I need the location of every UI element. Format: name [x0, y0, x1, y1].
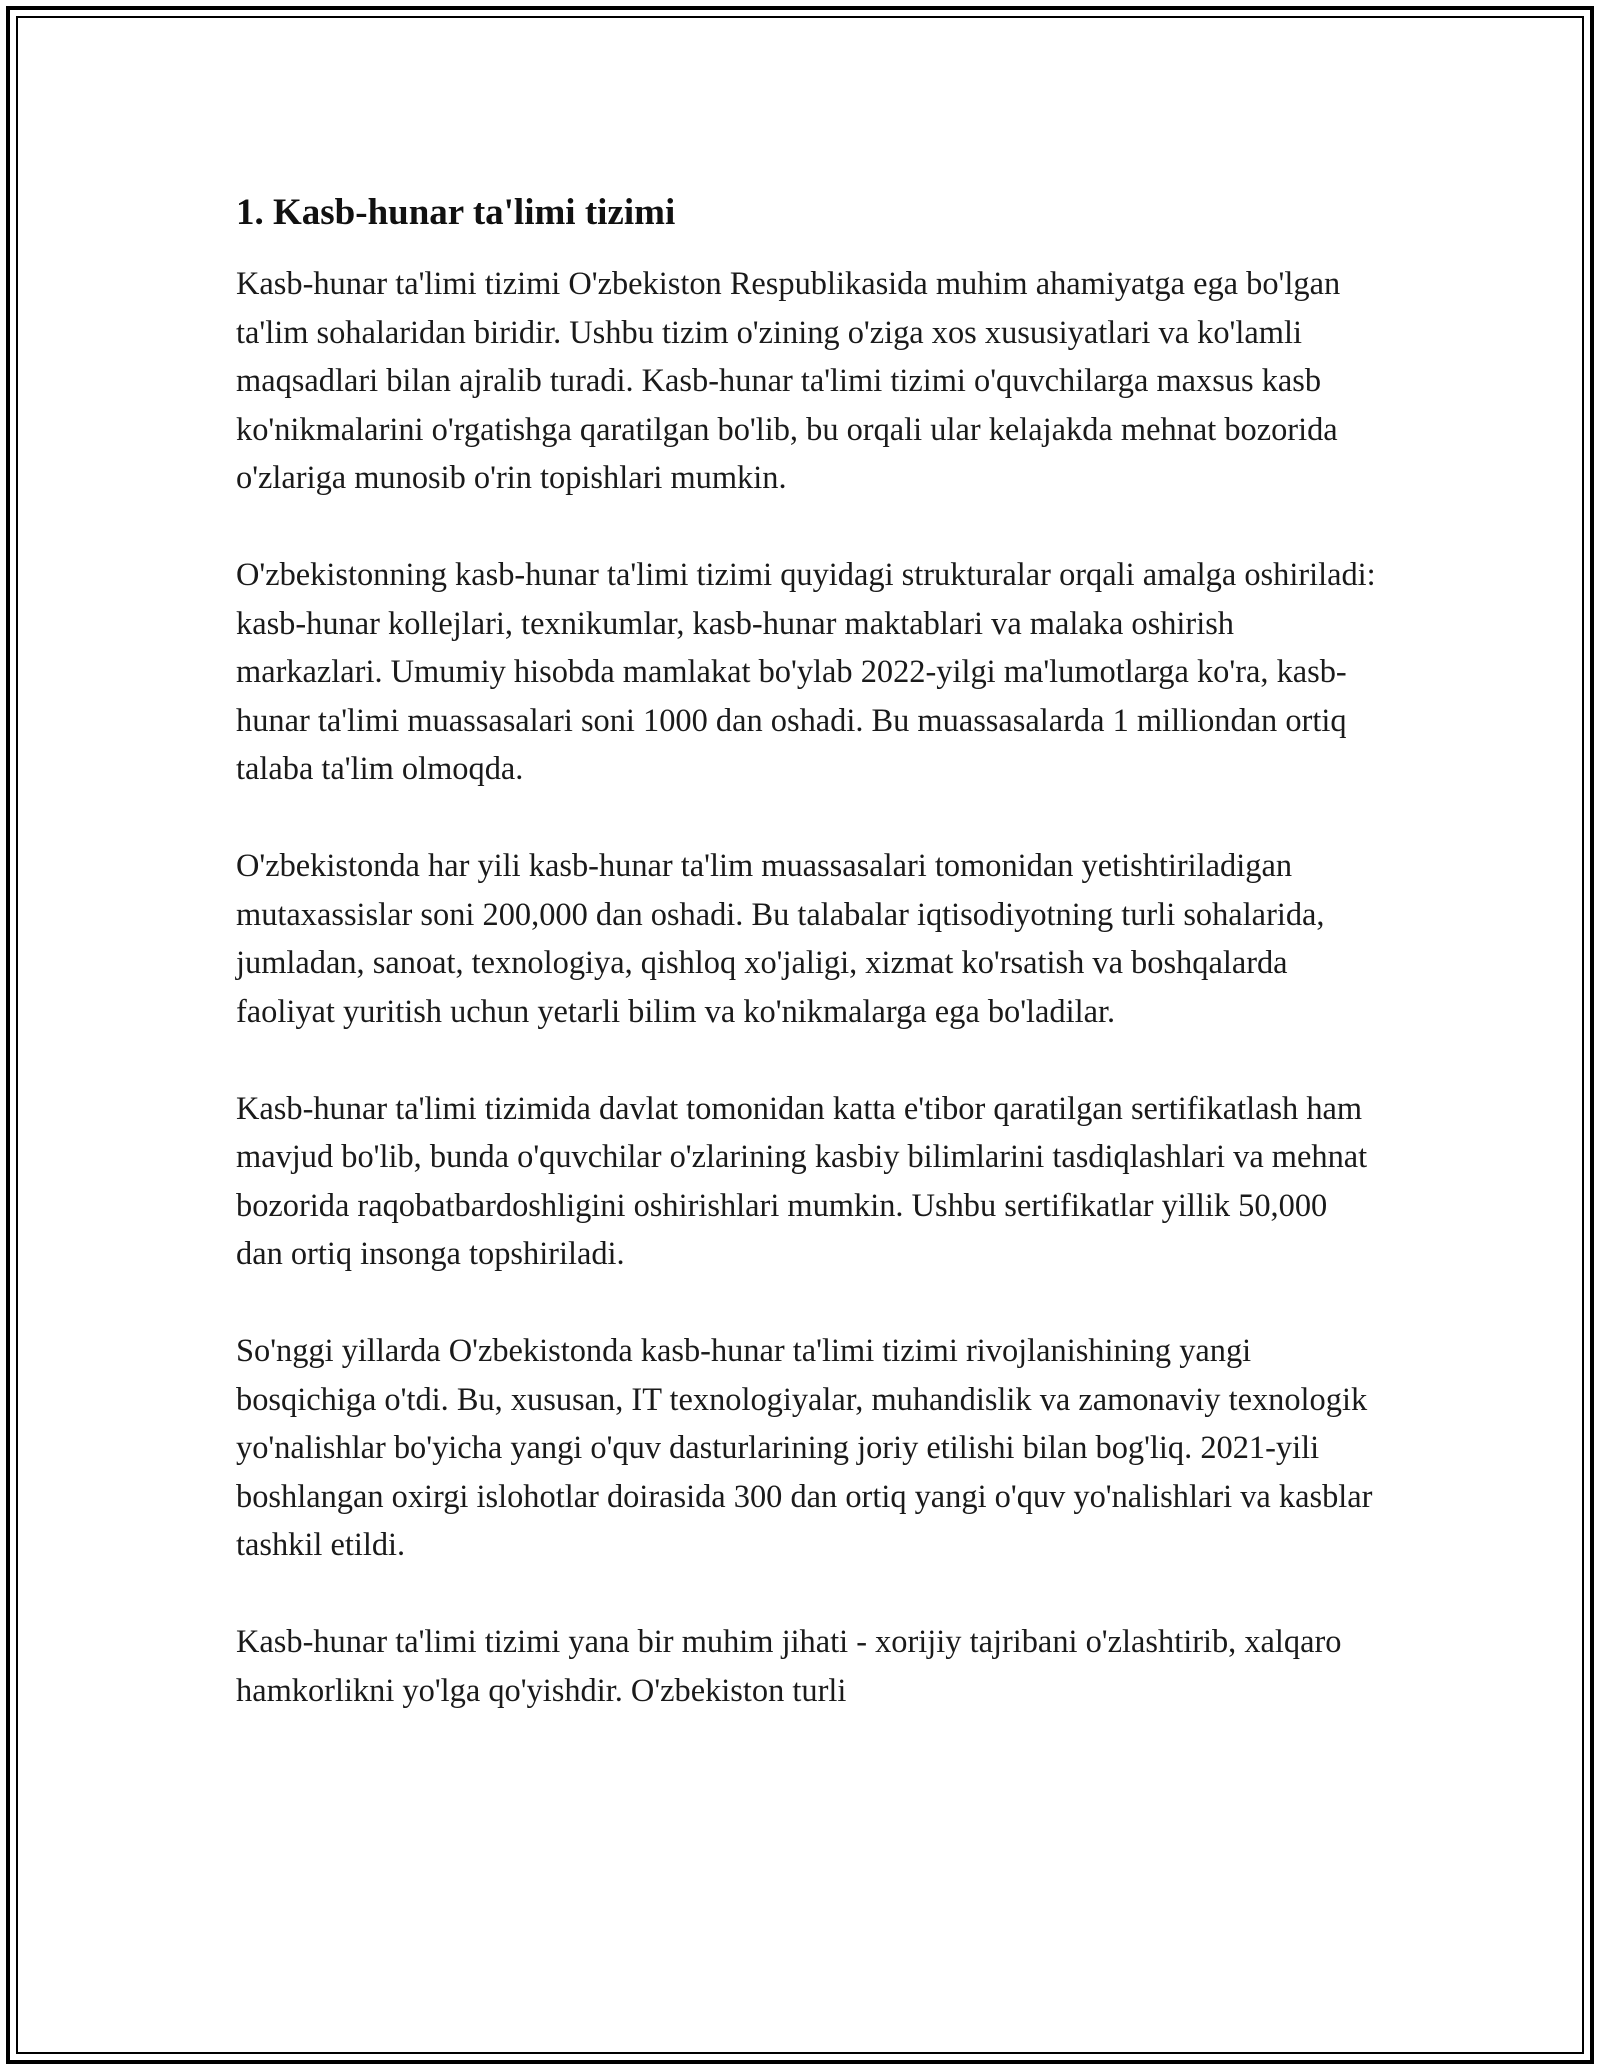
paragraph-5: So'nggi yillarda O'zbekistonda kasb-hunar ta'limi tizimi rivojlanishining yangi bosqichiga o'tdi. Bu, xususan, IT texnologiyalar, muhandislik va zamonaviy texnologik yo'nalishlar bo'yicha yangi o'quv dasturlarining joriy etilishi bilan bog'liq. 2021-yili boshlangan oxirgi islohotlar doirasida 300 dan ortiq yangi o'quv yo'nalishlari va kasblar tashkil etildi.: [236, 1333, 1373, 1563]
paragraph-2: O'zbekistonning kasb-hunar ta'limi tizimi quyidagi strukturalar orqali amalga oshiriladi: kasb-hunar kollejlari, texnikumlar, kasb-hunar maktablari va malaka oshirish markazlari. Umumiy hisobda mamlakat bo'ylab 2022-yilgi ma'lumotlarga ko'ra, kasb-hunar ta'limi muassasalari soni 1000 dan oshadi. Bu muassasalarda 1 milliondan ortiq talaba ta'lim olmoqda.: [236, 557, 1376, 787]
section-heading: 1. Kasb-hunar ta'limi tizimi: [236, 192, 676, 233]
paragraph-4: Kasb-hunar ta'limi tizimida davlat tomonidan katta e'tibor qaratilgan sertifikatlash ham mavjud bo'lib, bunda o'quvchilar o'zlarining kasbiy bilimlarini tasdiqlashlari va mehnat bozorida raqobatbardoshligini oshirishlari mumkin. Ushbu sertifikatlar yillik 50,000 dan ortiq insonga topshiriladi.: [236, 1090, 1368, 1272]
paragraph-3: O'zbekistonda har yili kasb-hunar ta'lim muassasalari tomonidan yetishtiriladigan mutaxassislar soni 200,000 dan oshadi. Bu talabalar iqtisodiyotning turli sohalarida, jumladan, sanoat, texnologiya, qishloq xo'jaligi, xizmat ko'rsatish va boshqalarda faoliyat yuritish uchun yetarli bilim va ko'nikmalarga ega bo'ladilar.: [236, 848, 1325, 1030]
paragraph-1: Kasb-hunar ta'limi tizimi O'zbekiston Respublikasida muhim ahamiyatga ega bo'lgan ta'lim sohalaridan biridir. Ushbu tizim o'zining o'ziga xos xususiyatlari va ko'lamli maqsadlari bilan ajralib turadi. Kasb-hunar ta'limi tizimi o'quvchilarga maxsus kasb ko'nikmalarini o'rgatishga qaratilgan bo'lib, bu orqali ular kelajakda mehnat bozorida o'zlariga munosib o'rin topishlari mumkin.: [236, 266, 1341, 496]
document-body: [236, 188, 1376, 1715]
paragraph-6: Kasb-hunar ta'limi tizimi yana bir muhim jihati - xorijiy tajribani o'zlashtirib, xalqaro hamkorlikni yo'lga qo'yishdir. O'zbekiston turli: [236, 1624, 1342, 1709]
